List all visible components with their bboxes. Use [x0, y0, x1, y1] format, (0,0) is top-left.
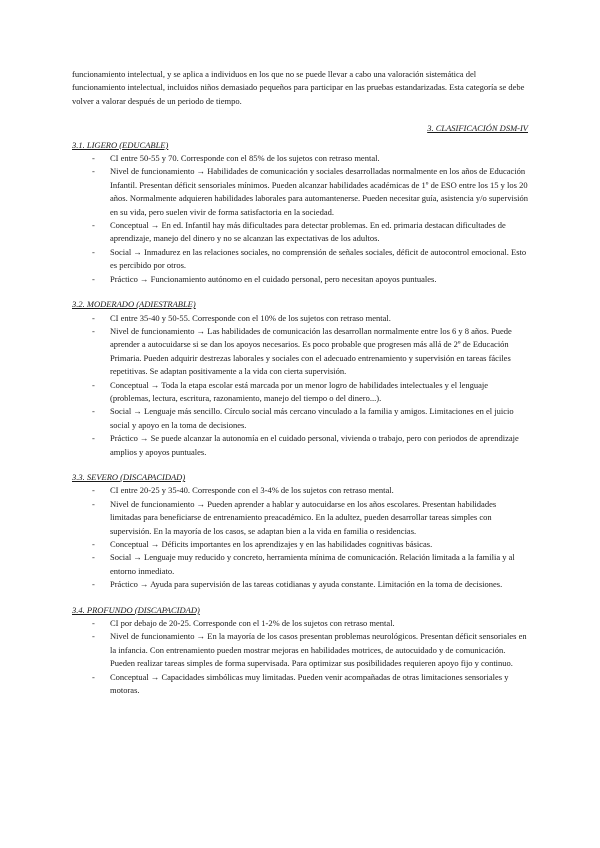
document-page	[72, 68, 528, 697]
list-item: - Conceptual → Capacidades simbólicas muy limitadas. Pueden venir acompañadas de otras limitaciones sensoriales y motoras.	[72, 671, 528, 698]
list-item: - Conceptual → Toda la etapa escolar está marcada por un menor logro de habilidades intelectuales y el lenguaje (problemas, lectura, escritura, razonamiento, manejo del tiempo o del dinero...).	[72, 379, 528, 406]
section-title: 3.2. MODERADO (ADIESTRABLE)	[72, 299, 196, 310]
list-item: - Nivel de funcionamiento → Habilidades de comunicación y sociales desarrolladas normalmente en los años de Educación Infantil. Presentan déficit sensoriales mínimos. Pueden alcanzar habilidades académicas de 1º de ESO entre los 15 y los 20 años. Normalmente adquieren habilidades laborales para automantenerse. Pueden necesitar guía, asistencia y/o supervisión en su vida, pero suelen vivir de forma satisfactoria en la sociedad.	[72, 165, 528, 219]
list-item: - Práctico → Ayuda para supervisión de las tareas cotidianas y ayuda constante. Limitación en la toma de decisiones.	[72, 578, 528, 591]
list-item: - Social → Inmadurez en las relaciones sociales, no comprensión de señales sociales, déficit de autocontrol emocional. Esto es percibido por otros.	[72, 246, 528, 273]
bullet-list	[72, 484, 528, 591]
section-title: 3.4. PROFUNDO (DISCAPACIDAD)	[72, 604, 200, 615]
list-item: - Conceptual → En ed. Infantil hay más dificultades para detectar problemas. En ed. primaria destacan dificultades de aprendizaje, manejo del dinero y no se alcanzan las expectativas de los adultos.	[72, 219, 528, 246]
section-profundo	[72, 604, 528, 698]
chapter-heading: 3. CLASIFICACIÓN DSM-IV	[427, 123, 528, 134]
list-item: - CI entre 20-25 y 35-40. Corresponde con el 3-4% de los sujetos con retraso mental.	[72, 484, 528, 497]
list-item: - Nivel de funcionamiento → En la mayoría de los casos presentan problemas neurológicos. Presentan déficit sensoriales en la infancia. Con entrenamiento pueden mostrar mejoras en habilidades motrices, de autocuidado y de comunicación. Pueden realizar tareas simples de forma supervisada. Para optimizar sus posibilidades requieren apoyo fijo y continuo.	[72, 630, 528, 670]
bullet-list	[72, 312, 528, 459]
list-item: - Práctico → Se puede alcanzar la autonomía en el cuidado personal, vivienda o trabajo, pero con periodos de aprendizaje amplios y apoyos puntuales.	[72, 432, 528, 459]
list-item: - Conceptual → Déficits importantes en los aprendizajes y en las habilidades cognitivas básicas.	[72, 538, 528, 551]
section-moderado	[72, 298, 528, 459]
list-item: - CI entre 50-55 y 70. Corresponde con el 85% de los sujetos con retraso mental.	[72, 152, 528, 165]
section-severo	[72, 471, 528, 592]
list-item: - CI por debajo de 20-25. Corresponde con el 1-2% de los sujetos con retraso mental.	[72, 617, 528, 630]
list-item: - Práctico → Funcionamiento autónomo en el cuidado personal, pero necesitan apoyos puntuales.	[72, 273, 528, 286]
intro-paragraph: funcionamiento intelectual, y se aplica a individuos en los que no se puede llevar a cabo una valoración sistemática del funcionamiento intelectual, incluidos niños demasiado pequeños para participar en las pruebas estandarizadas. Esta categoría se debe volver a valorar después de un periodo de tiempo.	[72, 69, 525, 106]
section-title: 3.3. SEVERO (DISCAPACIDAD)	[72, 471, 186, 482]
list-item: - Social → Lenguaje más sencillo. Círculo social más cercano vinculado a la familia y amigos. Limitaciones en el juicio social y apoyo en la toma de decisiones.	[72, 405, 528, 432]
section-ligero	[72, 139, 528, 286]
list-item: - Nivel de funcionamiento → Las habilidades de comunicación las desarrollan normalmente entre los 6 y 8 años. Puede aprender a autocuidarse si se dan los apoyos necesarios. Es poco probable que progresen más allá de 2º de Educación Primaria. Pueden adquirir destrezas laborales y sociales con el adecuado entrenamiento y supervisión en tareas fáciles repetitivas. Se adaptan positivamente a la vida con cierta supervisión.	[72, 325, 528, 379]
list-item: - CI entre 35-40 y 50-55. Corresponde con el 10% de los sujetos con retraso mental.	[72, 312, 528, 325]
list-item: - Nivel de funcionamiento → Pueden aprender a hablar y autocuidarse en los años escolares. Presentan habilidades limitadas para beneficiarse de entrenamiento preacadémico. En la adultez, pueden desarrollar tareas simples con supervisión. En la mayoría de los casos, se adaptan bien a la vida en familia o residencias.	[72, 498, 528, 538]
section-title: 3.1. LIGERO (EDUCABLE)	[72, 139, 169, 150]
bullet-list	[72, 152, 528, 286]
list-item: - Social → Lenguaje muy reducido y concreto, herramienta mínima de comunicación. Relación limitada a la familia y al entorno inmediato.	[72, 551, 528, 578]
bullet-list	[72, 617, 528, 697]
